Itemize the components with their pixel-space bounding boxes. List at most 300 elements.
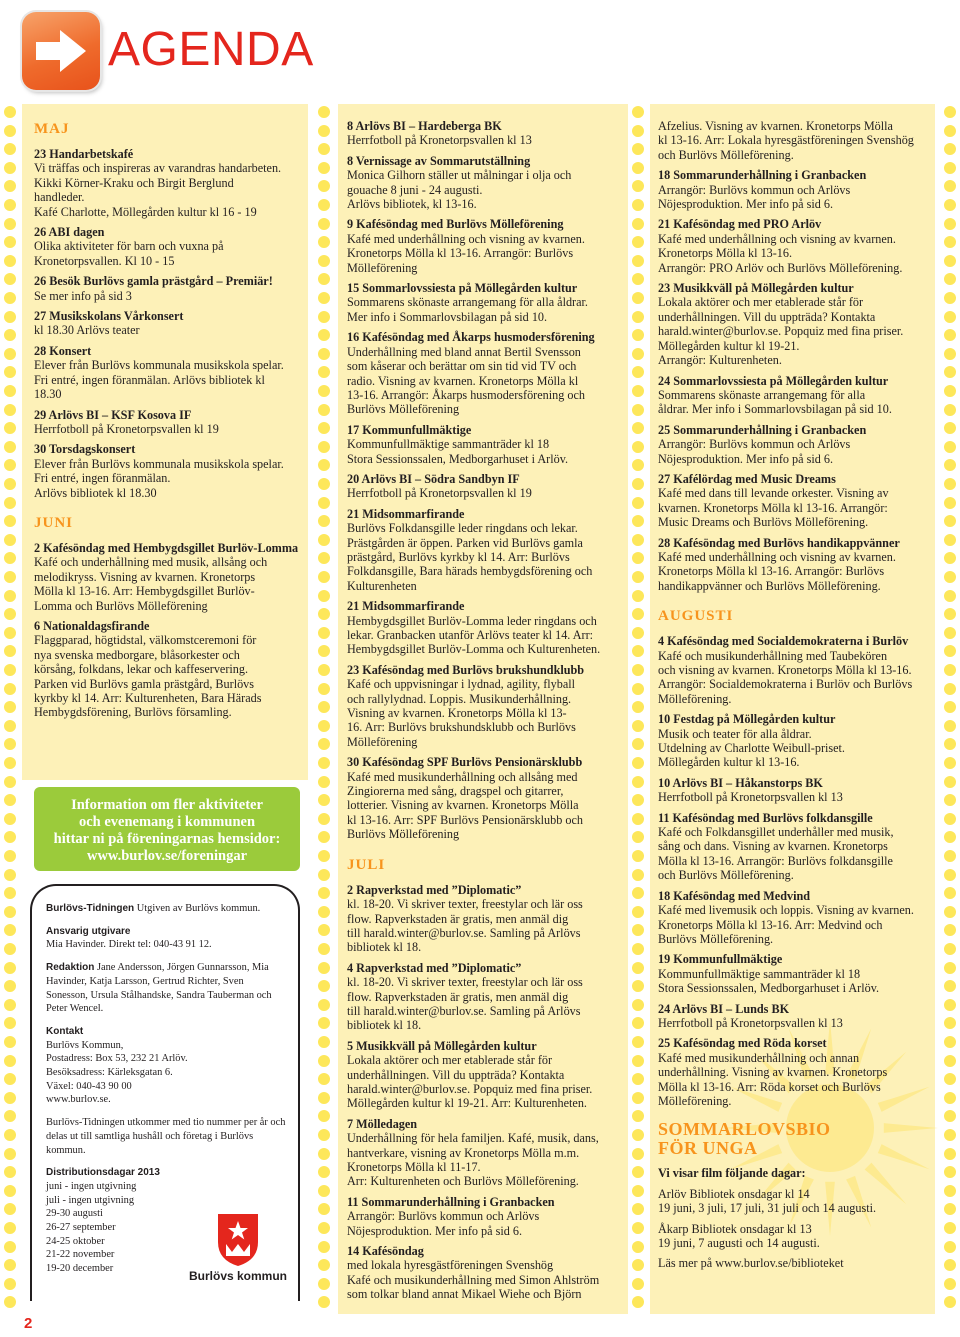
event-line: Olika aktiviteter för barn och vuxna på [34, 239, 224, 254]
event-line: Lomma och Burlövs Mölleförening [34, 598, 208, 613]
decor-dot [632, 1129, 644, 1141]
event-line: Folkdansgille, Bara härads hembygdsförening och [347, 564, 593, 579]
decor-dot [318, 292, 330, 304]
decor-dot [944, 1259, 956, 1271]
event-title: 26 Besök Burlövs gamla prästgård – Premiär! [34, 274, 273, 289]
event-entry [658, 1222, 938, 1251]
decor-dot [632, 887, 644, 899]
column-1 [34, 112, 306, 726]
event-line: Kronetorpsvallen. Kl 10 - 15 [34, 253, 175, 268]
event-line: Lokala aktörer och mer etablerade står för [347, 1053, 553, 1068]
decor-dot [944, 943, 956, 955]
event-entry [34, 408, 306, 437]
event-entry [658, 634, 938, 706]
event-title: 26 ABI dagen [34, 225, 105, 240]
decor-dot [632, 218, 644, 230]
decor-dot [632, 590, 644, 602]
decor-dot [318, 738, 330, 750]
decor-dot [318, 218, 330, 230]
event-line: Kafé med underhållning och visning av kvarnen. [658, 231, 896, 246]
juni-list [34, 541, 306, 720]
decor-dot [632, 738, 644, 750]
event-line: Zingiorerna med sång, dragspel och gitarrer, [347, 784, 564, 799]
event-entry [34, 147, 306, 219]
event-title: 8 Arlövs BI – Hardeberga BK [347, 119, 502, 133]
decor-dot [4, 218, 16, 230]
coat-of-arms-icon [182, 1212, 294, 1268]
decor-dot [318, 1203, 330, 1215]
decor-dot [632, 980, 644, 992]
imprint-box [30, 884, 300, 1301]
decor-dot [4, 534, 16, 546]
decor-dot [944, 292, 956, 304]
decor-dot [4, 1129, 16, 1141]
decor-dot [4, 720, 16, 732]
decor-dot [632, 385, 644, 397]
decor-dot [632, 273, 644, 285]
event-line: flow. Rapverkstaden är gratis, men anmäl dig [347, 989, 569, 1004]
event-line: Fri entré, ingen föranmälan. Arlövs bibliotek kl [34, 372, 265, 387]
decor-dot [944, 329, 956, 341]
decor-dot [318, 236, 330, 248]
event-entry [347, 1117, 627, 1189]
decor-dot [632, 943, 644, 955]
decor-dot [318, 943, 330, 955]
imprint-text: Utgiven av Burlövs kommun. [134, 903, 261, 914]
decor-dot [944, 683, 956, 695]
event-entry [34, 619, 306, 720]
event-entry [347, 281, 627, 324]
event-line: Mölla kl 13-16. Arrangör: Burlövs folkdansgille [658, 853, 893, 868]
decor-dot [318, 962, 330, 974]
event-entry [347, 423, 627, 466]
decor-dot [4, 590, 16, 602]
decor-dot [944, 738, 956, 750]
event-title: 23 Handarbetskafé [34, 147, 134, 161]
event-line: Kafé och uppvisningar i lydnad, agility, flyball [347, 677, 576, 692]
event-line: handleder. [34, 190, 85, 205]
decor-dot [944, 143, 956, 155]
event-entry [347, 119, 627, 148]
event-line: Utdelning av Charlotte Weibull-priset. [658, 741, 845, 756]
decor-dot [4, 924, 16, 936]
decor-dot [944, 236, 956, 248]
decor-dot [318, 980, 330, 992]
decor-dot [318, 552, 330, 564]
info-line: Information om fler aktiviteter [71, 797, 263, 813]
event-title: 11 Sommarunderhållning i Granbacken [347, 1194, 555, 1209]
decor-dot [632, 1259, 644, 1271]
event-line: Parken vid Burlövs gamla prästgård, Burlövs [34, 676, 255, 691]
event-line: Herrfotboll på Kronetorpsvallen kl 13 [658, 1015, 843, 1030]
event-line: Stora Sessionssalen, Medborgarhuset i Arlöv. [658, 981, 880, 996]
decor-dot [944, 404, 956, 416]
decor-dot [318, 1129, 330, 1141]
event-line: Kafé och musikunderhållning med Taubekören [658, 648, 888, 663]
event-line: Arlövs bibliotek kl 18.30 [34, 485, 157, 500]
decor-dot [944, 422, 956, 434]
decor-dot [4, 664, 16, 676]
event-line: Kafé med underhållning och visning av kvarnen. [658, 549, 896, 564]
event-entry [34, 541, 306, 613]
sommarlovsbio-intro: Vi visar film följande dagar: [658, 1166, 806, 1181]
decor-dot [632, 813, 644, 825]
event-line: 19 juni, 7 augusti och 14 augusti. [658, 1236, 820, 1250]
event-line: 18.30 [34, 387, 62, 402]
event-title: 23 Musikkväll på Möllegården kultur [658, 281, 854, 296]
decor-dot [632, 311, 644, 323]
decor-dot [4, 292, 16, 304]
decor-dot [632, 497, 644, 509]
decor-dot [4, 962, 16, 974]
decor-dot [944, 999, 956, 1011]
event-entry [347, 755, 627, 841]
event-line: Burlövs Folkdansgille leder ringdans och lekar. [347, 521, 578, 536]
event-title: 27 Kafélördag med Music Dreams [658, 471, 836, 486]
decor-dot [318, 125, 330, 137]
imprint-head: Distributionsdagar 2013 [46, 1167, 160, 1179]
event-title: 28 Kafésöndag med Burlövs handikappvänner [658, 535, 900, 550]
event-line: bibliotek kl 18. [347, 940, 422, 955]
event-entry [658, 712, 938, 770]
decor-dot [318, 348, 330, 360]
event-line: gouache 8 juni - 24 augusti. [347, 182, 483, 197]
decor-dot [4, 627, 16, 639]
month-heading-maj: MAJ [34, 121, 70, 137]
decor-dot [4, 199, 16, 211]
decor-dot [632, 106, 644, 118]
decor-dot [4, 608, 16, 620]
decor-dot [318, 162, 330, 174]
decor-dot [944, 1092, 956, 1104]
decor-dot [4, 552, 16, 564]
decor-dot [632, 180, 644, 192]
event-entry [658, 1187, 938, 1216]
info-line: hittar ni på föreningarnas hemsidor: [53, 831, 281, 847]
decor-dot [632, 366, 644, 378]
decor-dot [318, 924, 330, 936]
decor-dot [4, 497, 16, 509]
decor-dot [944, 906, 956, 918]
event-line: Kulturenheten [347, 578, 417, 593]
decor-dot [4, 887, 16, 899]
event-entry [347, 1244, 627, 1302]
decor-dot [632, 292, 644, 304]
info-line: och evenemang i kommunen [78, 814, 256, 830]
decor-dot [318, 1110, 330, 1122]
event-line: Arrangör: PRO Arlöv och Burlövs Mölleförening. [658, 260, 903, 275]
event-line: Möllegården kultur kl 13-16. [658, 755, 800, 770]
decor-dot [632, 1185, 644, 1197]
event-line: kl 13-16. Arr: SPF Burlövs Pensionärsklubb och [347, 812, 583, 827]
kommun-logo [182, 1212, 292, 1283]
event-line: kyrkby kl 14. Arr: Kulturenheten, Bara Härads [34, 691, 262, 705]
event-line: Kafé med underhållning och visning av kvarnen. [347, 231, 585, 246]
event-line: Hembygdsförening, Burlövs församling. [34, 705, 232, 720]
decor-dot [944, 1073, 956, 1085]
decor-dot [4, 813, 16, 825]
decor-dot [944, 1129, 956, 1141]
decor-dot [4, 422, 16, 434]
decor-dot [632, 645, 644, 657]
sommarlovsbio-list [658, 1187, 938, 1271]
decor-dot [4, 515, 16, 527]
decor-dot [944, 627, 956, 639]
event-line: 19 juni, 3 juli, 17 juli, 31 juli och 14 augusti. [658, 1201, 877, 1216]
decor-dot [318, 404, 330, 416]
decor-dot [944, 552, 956, 564]
header [0, 0, 960, 100]
text-line: 24-25 oktober [46, 1235, 105, 1247]
decor-dot [318, 757, 330, 769]
event-line: harald.winter@burlov.se. Popquiz med fina priser. [658, 324, 904, 339]
decor-dot [318, 850, 330, 862]
decor-dot [632, 422, 644, 434]
decor-dot [632, 478, 644, 490]
event-line: underhållningen. Vill du uppträda? Kontakta [347, 1067, 565, 1082]
decor-dot [318, 459, 330, 471]
decor-dot [4, 1222, 16, 1234]
event-line: Stora Sessionssalen, Medborgarhuset i Arlöv. [347, 451, 569, 466]
decor-dot [4, 999, 16, 1011]
event-entry [34, 344, 306, 402]
event-line: Burlövs Mölleförening [347, 827, 460, 842]
event-line: Mölleförening. [658, 1093, 732, 1108]
decor-dot [318, 1259, 330, 1271]
text-line: 19-20 december [46, 1263, 114, 1275]
decor-dot [944, 218, 956, 230]
decor-dot [632, 1222, 644, 1234]
decor-dot [944, 199, 956, 211]
event-entry [34, 274, 306, 303]
event-line: Nöjesproduktion. Mer info på sid 6. [658, 197, 834, 212]
decor-dot [944, 255, 956, 267]
decor-dot [4, 1296, 16, 1308]
event-title: 9 Kafésöndag med Burlövs Mölleförening [347, 217, 564, 232]
decor-dot [632, 236, 644, 248]
event-line: Läs mer på www.burlov.se/biblioteket [658, 1256, 844, 1271]
event-line: Kafé med musikunderhållning och annan [658, 1050, 860, 1065]
decor-dot [4, 1203, 16, 1215]
event-line: Kafé Charlotte, Möllegården kultur kl 16 - 19 [34, 204, 257, 219]
decor-dot [944, 1296, 956, 1308]
decor-dot [944, 1110, 956, 1122]
decor-dot [632, 143, 644, 155]
event-line: och Burlövs Mölleförening. [658, 147, 794, 162]
event-entry [34, 225, 306, 268]
decor-dot [944, 1017, 956, 1029]
text-line: 26-27 september [46, 1222, 116, 1234]
event-line: Hembygdsgillet Burlöv-Lomma leder ringdans och [347, 613, 597, 628]
event-line: som kåserar och berättar om sin tid vid TV och [347, 359, 577, 374]
decor-dot [318, 1055, 330, 1067]
event-entry [347, 599, 627, 657]
text-line: juli - ingen utgivning [46, 1194, 135, 1206]
decor-dot [4, 180, 16, 192]
event-line: Arrangör: Burlövs kommun och Arlövs [347, 1209, 540, 1224]
decor-dot [944, 478, 956, 490]
dot-strip-2 [318, 104, 330, 1314]
decor-dot [4, 329, 16, 341]
decor-dot [4, 106, 16, 118]
decor-dot [4, 645, 16, 657]
event-title: 25 Sommarunderhållning i Granbacken [658, 422, 867, 437]
event-line: Mölla kl 13-16. Arr: Röda korset och Burlövs [658, 1079, 881, 1094]
decor-dot [944, 794, 956, 806]
event-line: som tolkar bland annat Mikael Wiehe och Björn [347, 1287, 582, 1302]
decor-dot [944, 1185, 956, 1197]
decor-dot [944, 515, 956, 527]
decor-dot [4, 1036, 16, 1048]
dot-strip-4 [944, 104, 956, 1314]
decor-dot [318, 608, 330, 620]
decor-dot [4, 385, 16, 397]
decor-dot [944, 813, 956, 825]
decor-dot [632, 720, 644, 732]
augusti-list [658, 634, 938, 1108]
decor-dot [4, 1017, 16, 1029]
event-entry [347, 154, 627, 212]
event-line: Kronetorps Mölla kl 11-17. [347, 1160, 481, 1174]
event-line: Sommarens skönaste arrangemang för alla [658, 387, 866, 402]
month-heading-juli: JULI [347, 856, 386, 873]
event-line: Burlövs Mölleförening [347, 402, 460, 417]
event-line: 13-16. Arrangör: Åkarps husmodersförening och [347, 387, 585, 402]
decor-dot [4, 906, 16, 918]
event-line: Herrfotboll på Kronetorpsvallen kl 19 [34, 421, 219, 436]
dot-strip-3 [632, 104, 644, 1314]
decor-dot [632, 850, 644, 862]
sommarlovsbio-title [658, 1120, 938, 1158]
event-entry [658, 217, 938, 275]
decor-dot [632, 962, 644, 974]
decor-dot [944, 125, 956, 137]
text-line: Växel: 040-43 90 00 [46, 1080, 132, 1092]
decor-dot [4, 143, 16, 155]
decor-dot [318, 1278, 330, 1290]
event-entry [658, 1036, 938, 1108]
decor-dot [632, 534, 644, 546]
event-entry [658, 281, 938, 367]
text-line: 29-30 augusti [46, 1208, 103, 1220]
event-entry [347, 961, 627, 1033]
event-title: 18 Sommarunderhållning i Granbacken [658, 168, 867, 183]
event-title: 19 Kommunfullmäktige [658, 952, 783, 967]
event-line: med lokala hyresgästföreningen Svenshög [347, 1258, 554, 1273]
event-line: och Burlövs Mölleförening. [658, 868, 794, 883]
event-line: kl 18.30 Arlövs teater [34, 323, 140, 338]
decor-dot [4, 273, 16, 285]
event-title: 21 Kafésöndag med PRO Arlöv [658, 217, 822, 232]
event-line: handikappvänner och Burlövs Mölleförening. [658, 578, 881, 593]
decor-dot [632, 1296, 644, 1308]
decor-dot [632, 1110, 644, 1122]
event-entry [347, 330, 627, 416]
event-entry [34, 442, 306, 500]
decor-dot [632, 608, 644, 620]
event-line: Kafé och underhållning med musik, allsång och [34, 555, 268, 570]
page-number: 2 [24, 1315, 33, 1332]
decor-dot [318, 497, 330, 509]
decor-dot [4, 1092, 16, 1104]
event-title: 14 Kafésöndag [347, 1244, 424, 1259]
event-entry [658, 1256, 938, 1270]
event-line: Sommarens skönaste arrangemang för alla åldrar. [347, 295, 588, 310]
dot-strip-1 [4, 104, 16, 1314]
decor-dot [944, 1222, 956, 1234]
event-line: Nöjesproduktion. Mer info på sid 6. [658, 451, 834, 466]
decor-dot [632, 869, 644, 881]
decor-dot [944, 459, 956, 471]
decor-dot [632, 627, 644, 639]
event-line: Kronetorps Mölla kl 13-16. Arr: Medvind och [658, 917, 883, 932]
decor-dot [944, 980, 956, 992]
event-line: lotterier. Visning av kvarnen. Kronetorps Mölla [347, 798, 579, 813]
decor-dot [944, 757, 956, 769]
event-line: kvarnen. Kronetorps Mölla kl 13-16. Arrangör: [658, 500, 888, 515]
event-line: till harald.winter@burlov.se. Samling på Arlövs [347, 1003, 581, 1018]
month-heading-juni: JUNI [34, 514, 74, 531]
event-line: Kronetorps Mölla kl 13-16. Arrangör: Burlövs [658, 564, 885, 579]
decor-dot [318, 683, 330, 695]
event-line: Möllegården kultur kl 19-21. [658, 338, 800, 353]
decor-dot [318, 571, 330, 583]
event-title: 17 Kommunfullmäktige [347, 422, 472, 437]
event-title: 4 Kafésöndag med Socialdemokraterna i Burlöv [658, 634, 909, 649]
decor-dot [632, 664, 644, 676]
decor-dot [632, 1278, 644, 1290]
decor-dot [632, 404, 644, 416]
decor-dot [318, 831, 330, 843]
event-title: 30 Kafésöndag SPF Burlövs Pensionärsklubb [347, 755, 583, 770]
decor-dot [944, 664, 956, 676]
decor-dot [632, 199, 644, 211]
decor-dot [4, 1259, 16, 1271]
page-title: AGENDA [108, 23, 314, 76]
decor-dot [632, 552, 644, 564]
info-link[interactable]: www.burlov.se/foreningar [86, 848, 248, 864]
event-entry [658, 811, 938, 883]
col3-list [658, 119, 938, 593]
event-line: nya svenska medborgare, blåsorkester och [34, 647, 240, 662]
event-line: Kafé med dans till levande orkester. Visning av [658, 486, 889, 501]
event-title: 21 Midsommarfirande [347, 599, 465, 614]
imprint-text: Mia Havinder. Direkt tel: 040-43 91 12. [46, 939, 212, 951]
decor-dot [4, 757, 16, 769]
decor-dot [944, 497, 956, 509]
kontakt-lines [46, 1039, 288, 1108]
decor-dot [632, 999, 644, 1011]
decor-dot [632, 906, 644, 918]
decor-dot [632, 1241, 644, 1253]
event-line: Herrfotboll på Kronetorpsvallen kl 13 [658, 790, 843, 805]
decor-dot [944, 720, 956, 732]
event-entry [658, 472, 938, 530]
arrow-logo [22, 12, 100, 90]
decor-dot [4, 1166, 16, 1178]
decor-dot [318, 776, 330, 788]
decor-dot [4, 776, 16, 788]
decor-dot [318, 1166, 330, 1178]
decor-dot [4, 1278, 16, 1290]
event-title: 11 Kafésöndag med Burlövs folkdansgille [658, 810, 873, 825]
imprint-text: Jane Andersson, Jörgen Gunnarsson, Mia Havinder, Katja Larsson, Gertrud Richter, Sven Sonesson, Ursula Stålhandske, Sandra Tauberman och Peter Wencel. [46, 962, 272, 1015]
decor-dot [318, 422, 330, 434]
event-line: flow. Rapverkstaden är gratis, men anmäl dig [347, 911, 569, 926]
event-title: 8 Vernissage av Sommarutställning [347, 153, 531, 168]
event-line: Kronetorps Mölla kl 13-16. [658, 246, 793, 261]
decor-dot [944, 831, 956, 843]
